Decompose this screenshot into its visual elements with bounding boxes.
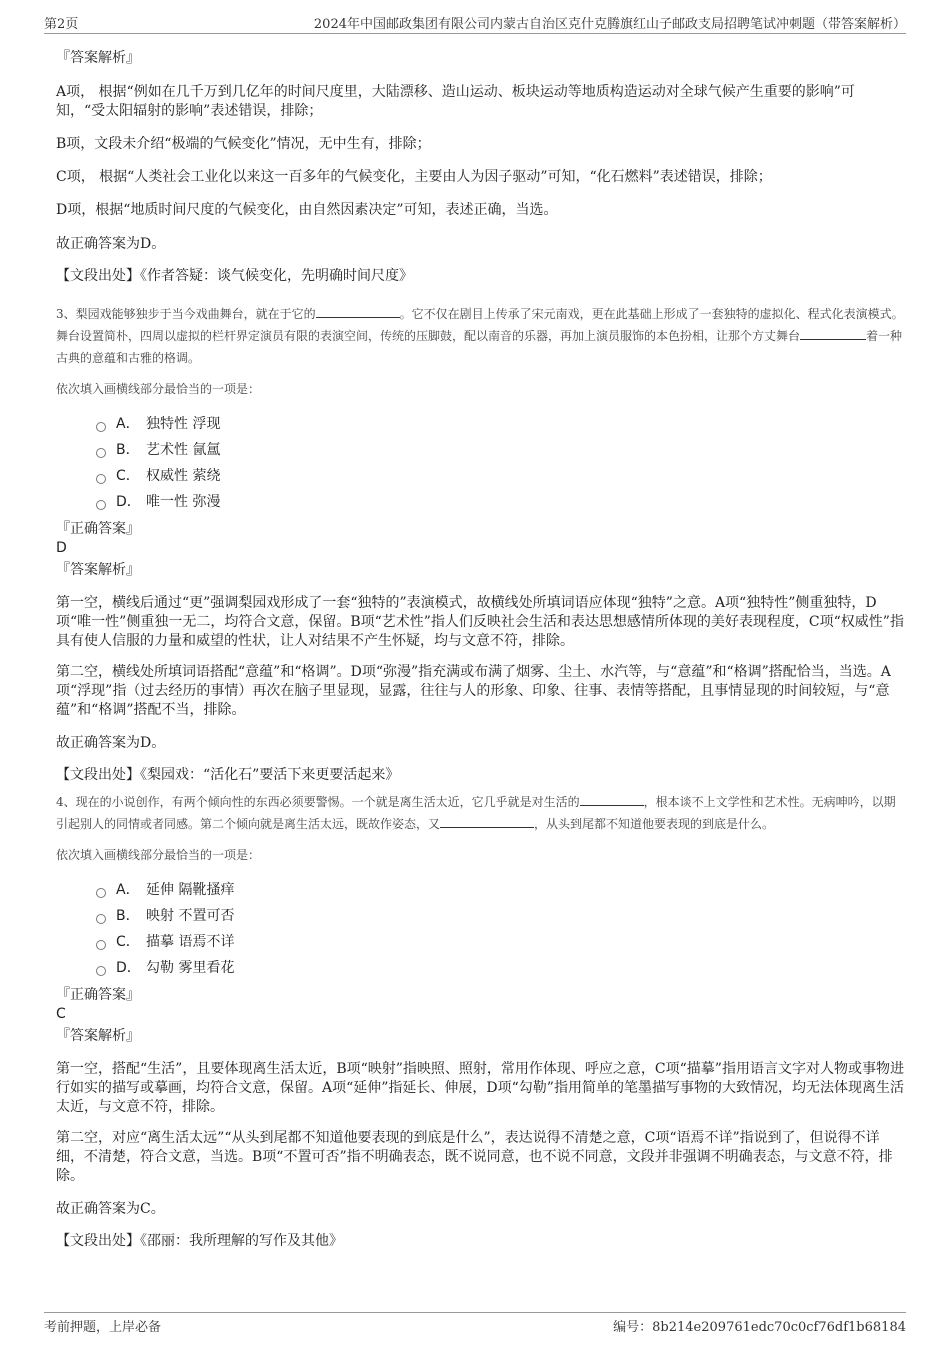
page-number: 第2页: [44, 17, 79, 32]
q4-option-a[interactable]: A． 延伸 隔靴搔痒: [96, 877, 904, 903]
radio-icon[interactable]: [96, 448, 106, 458]
q4-option-c[interactable]: C． 描摹 语焉不详: [96, 929, 904, 955]
radio-icon[interactable]: [96, 914, 106, 924]
q3-prompt: 依次填入画横线部分最恰当的一项是：: [56, 382, 261, 396]
page-content: [56, 44, 904, 1251]
q4-analysis-label: 『答案解析』: [56, 1028, 140, 1044]
q3-option-c[interactable]: C． 权威性 萦绕: [96, 463, 904, 489]
q3-analysis-1: 第一空，横线后通过“更”强调梨园戏形成了一套“独特的”表演模式，故横线处所填词语应体现“独特”之意。A项“独特性”侧重独特，D项“唯一性”侧重独一无二，均符合文意，保留。B项“艺术性”指人们反映社会生活和表达思想感情所体现的美好表现程度，C项“权威性”指具有使人信服的力量和威望的性状，让人对结果不产生怀疑，均与文意不符，排除。: [56, 595, 904, 649]
q4-prompt: 依次填入画横线部分最恰当的一项是：: [56, 848, 261, 862]
q3-analysis-2: 第二空，横线处所填词语搭配“意蕴”和“格调”。D项“弥漫”指充满或布满了烟雾、尘土、水汽等，与“意蕴”和“格调”搭配恰当，当选。A项“浮现”指（过去经历的事情）再次在脑子里显现，显露，往往与人的形象、印象、往事、表情等搭配，且事情显现的时间较短，与“意蕴”和“格调”搭配不当，排除。: [56, 664, 891, 718]
document-id: 编号：8b214e209761edc70c0cf76df1b68184: [613, 1320, 906, 1335]
q2-analysis-a: A项， 根据“例如在几千万到几亿年的时间尺度里，大陆漂移、造山运动、板块运动等地质构造运动对全球气候产生重要的影响”可知，“受太阳辐射的影响”表述错误，排除；: [56, 84, 855, 119]
q4-source: 【文段出处】《邵丽：我所理解的写作及其他》: [56, 1233, 343, 1249]
q2-conclusion: 故正确答案为D。: [56, 236, 166, 252]
q3-blank-1: [316, 305, 400, 318]
q3-blank-2: [800, 327, 866, 340]
q4-option-d[interactable]: D． 勾勒 雾里看花: [96, 955, 904, 981]
page-footer: [44, 1312, 906, 1339]
page-header: [44, 11, 906, 34]
radio-icon[interactable]: [96, 422, 106, 432]
document-title: 2024年中国邮政集团有限公司内蒙古自治区克什克腾旗红山子邮政支局招聘笔试冲刺题（带答案解析）: [313, 17, 906, 32]
q4-blank-2: [440, 815, 534, 828]
footer-slogan: 考前押题，上岸必备: [44, 1320, 162, 1335]
q3-option-a[interactable]: A． 独特性 浮现: [96, 411, 904, 437]
q3-stem: 3、梨园戏能够独步于当今戏曲舞台，就在于它的 。它不仅在剧目上传承了宋元南戏，更在此基础上形成了一套独特的虚拟化、程式化表演模式。舞台设置简朴，四周以虚拟的栏杆界定演员有限的表演空间，传统的压脚鼓，配以南音的乐器，再加上演员服饰的本色扮相，让那个方丈舞台 着一种古典的意蕴和古雅的格调。: [56, 307, 904, 365]
q4-blank-1: [580, 793, 644, 806]
q3-source: 【文段出处】《梨园戏：“活化石”要活下来更要活起来》: [56, 767, 400, 783]
q2-analysis-b: B项，文段未介绍“极端的气候变化”情况，无中生有，排除；: [56, 136, 431, 152]
q4-conclusion: 故正确答案为C。: [56, 1201, 165, 1217]
radio-icon[interactable]: [96, 474, 106, 484]
q3-correct-label: 『正确答案』: [56, 521, 140, 537]
q4-analysis-2: 第二空，对应“离生活太远”“从头到尾都不知道他要表现的到底是什么”，表达说得不清楚之意，C项“语焉不详”指说到了，但说得不详细，不清楚，符合文意，当选。B项“不置可否”指不明确表态，既不说同意，也不说不同意，文段并非强调不明确表态，与文意不符，排除。: [56, 1130, 893, 1184]
radio-icon[interactable]: [96, 500, 106, 510]
q2-source: 【文段出处】《作者答疑：谈气候变化，先明确时间尺度》: [56, 268, 413, 284]
q4-stem: 4、现在的小说创作，有两个倾向性的东西必须要警惕。一个就是离生活太近，它几乎就是对生活的 ，根本谈不上文学性和艺术性。无病呻吟，以期引起别人的同情或者同感。第二个倾向就是离生活太远，既故作姿态，又 ，从头到尾都不知道他要表现的到底是什么。: [56, 795, 896, 831]
q2-analysis-label: 『答案解析』: [56, 50, 140, 66]
q3-options: [96, 411, 904, 515]
q2-analysis-c: C项， 根据“人类社会工业化以来这一百多年的气候变化，主要由人为因子驱动”可知，“化石燃料”表述错误，排除；: [56, 169, 772, 185]
q4-options: [96, 877, 904, 981]
radio-icon[interactable]: [96, 888, 106, 898]
q4-analysis-1: 第一空，搭配“生活”，且要体现离生活太近，B项“映射”指映照、照射，常用作体现、呼应之意，C项“描摹”指用语言文字对人物或事物进行如实的描写或摹画，均符合文意，保留。A项“延伸”指延长、伸展，D项“勾勒”指用简单的笔墨描写事物的大致情况，均无法体现离生活太近，与文意不符，排除。: [56, 1061, 904, 1115]
q3-correct-answer: D: [56, 540, 67, 556]
q4-correct-answer: C: [56, 1006, 66, 1022]
q2-analysis-d: D项，根据“地质时间尺度的气候变化，由自然因素决定”可知，表述正确，当选。: [56, 202, 558, 218]
q3-conclusion: 故正确答案为D。: [56, 735, 166, 751]
radio-icon[interactable]: [96, 966, 106, 976]
q3-analysis-label: 『答案解析』: [56, 562, 140, 578]
q4-option-b[interactable]: B． 映射 不置可否: [96, 903, 904, 929]
radio-icon[interactable]: [96, 940, 106, 950]
q3-option-d[interactable]: D． 唯一性 弥漫: [96, 489, 904, 515]
q3-option-b[interactable]: B． 艺术性 氤氲: [96, 437, 904, 463]
q4-correct-label: 『正确答案』: [56, 987, 140, 1003]
